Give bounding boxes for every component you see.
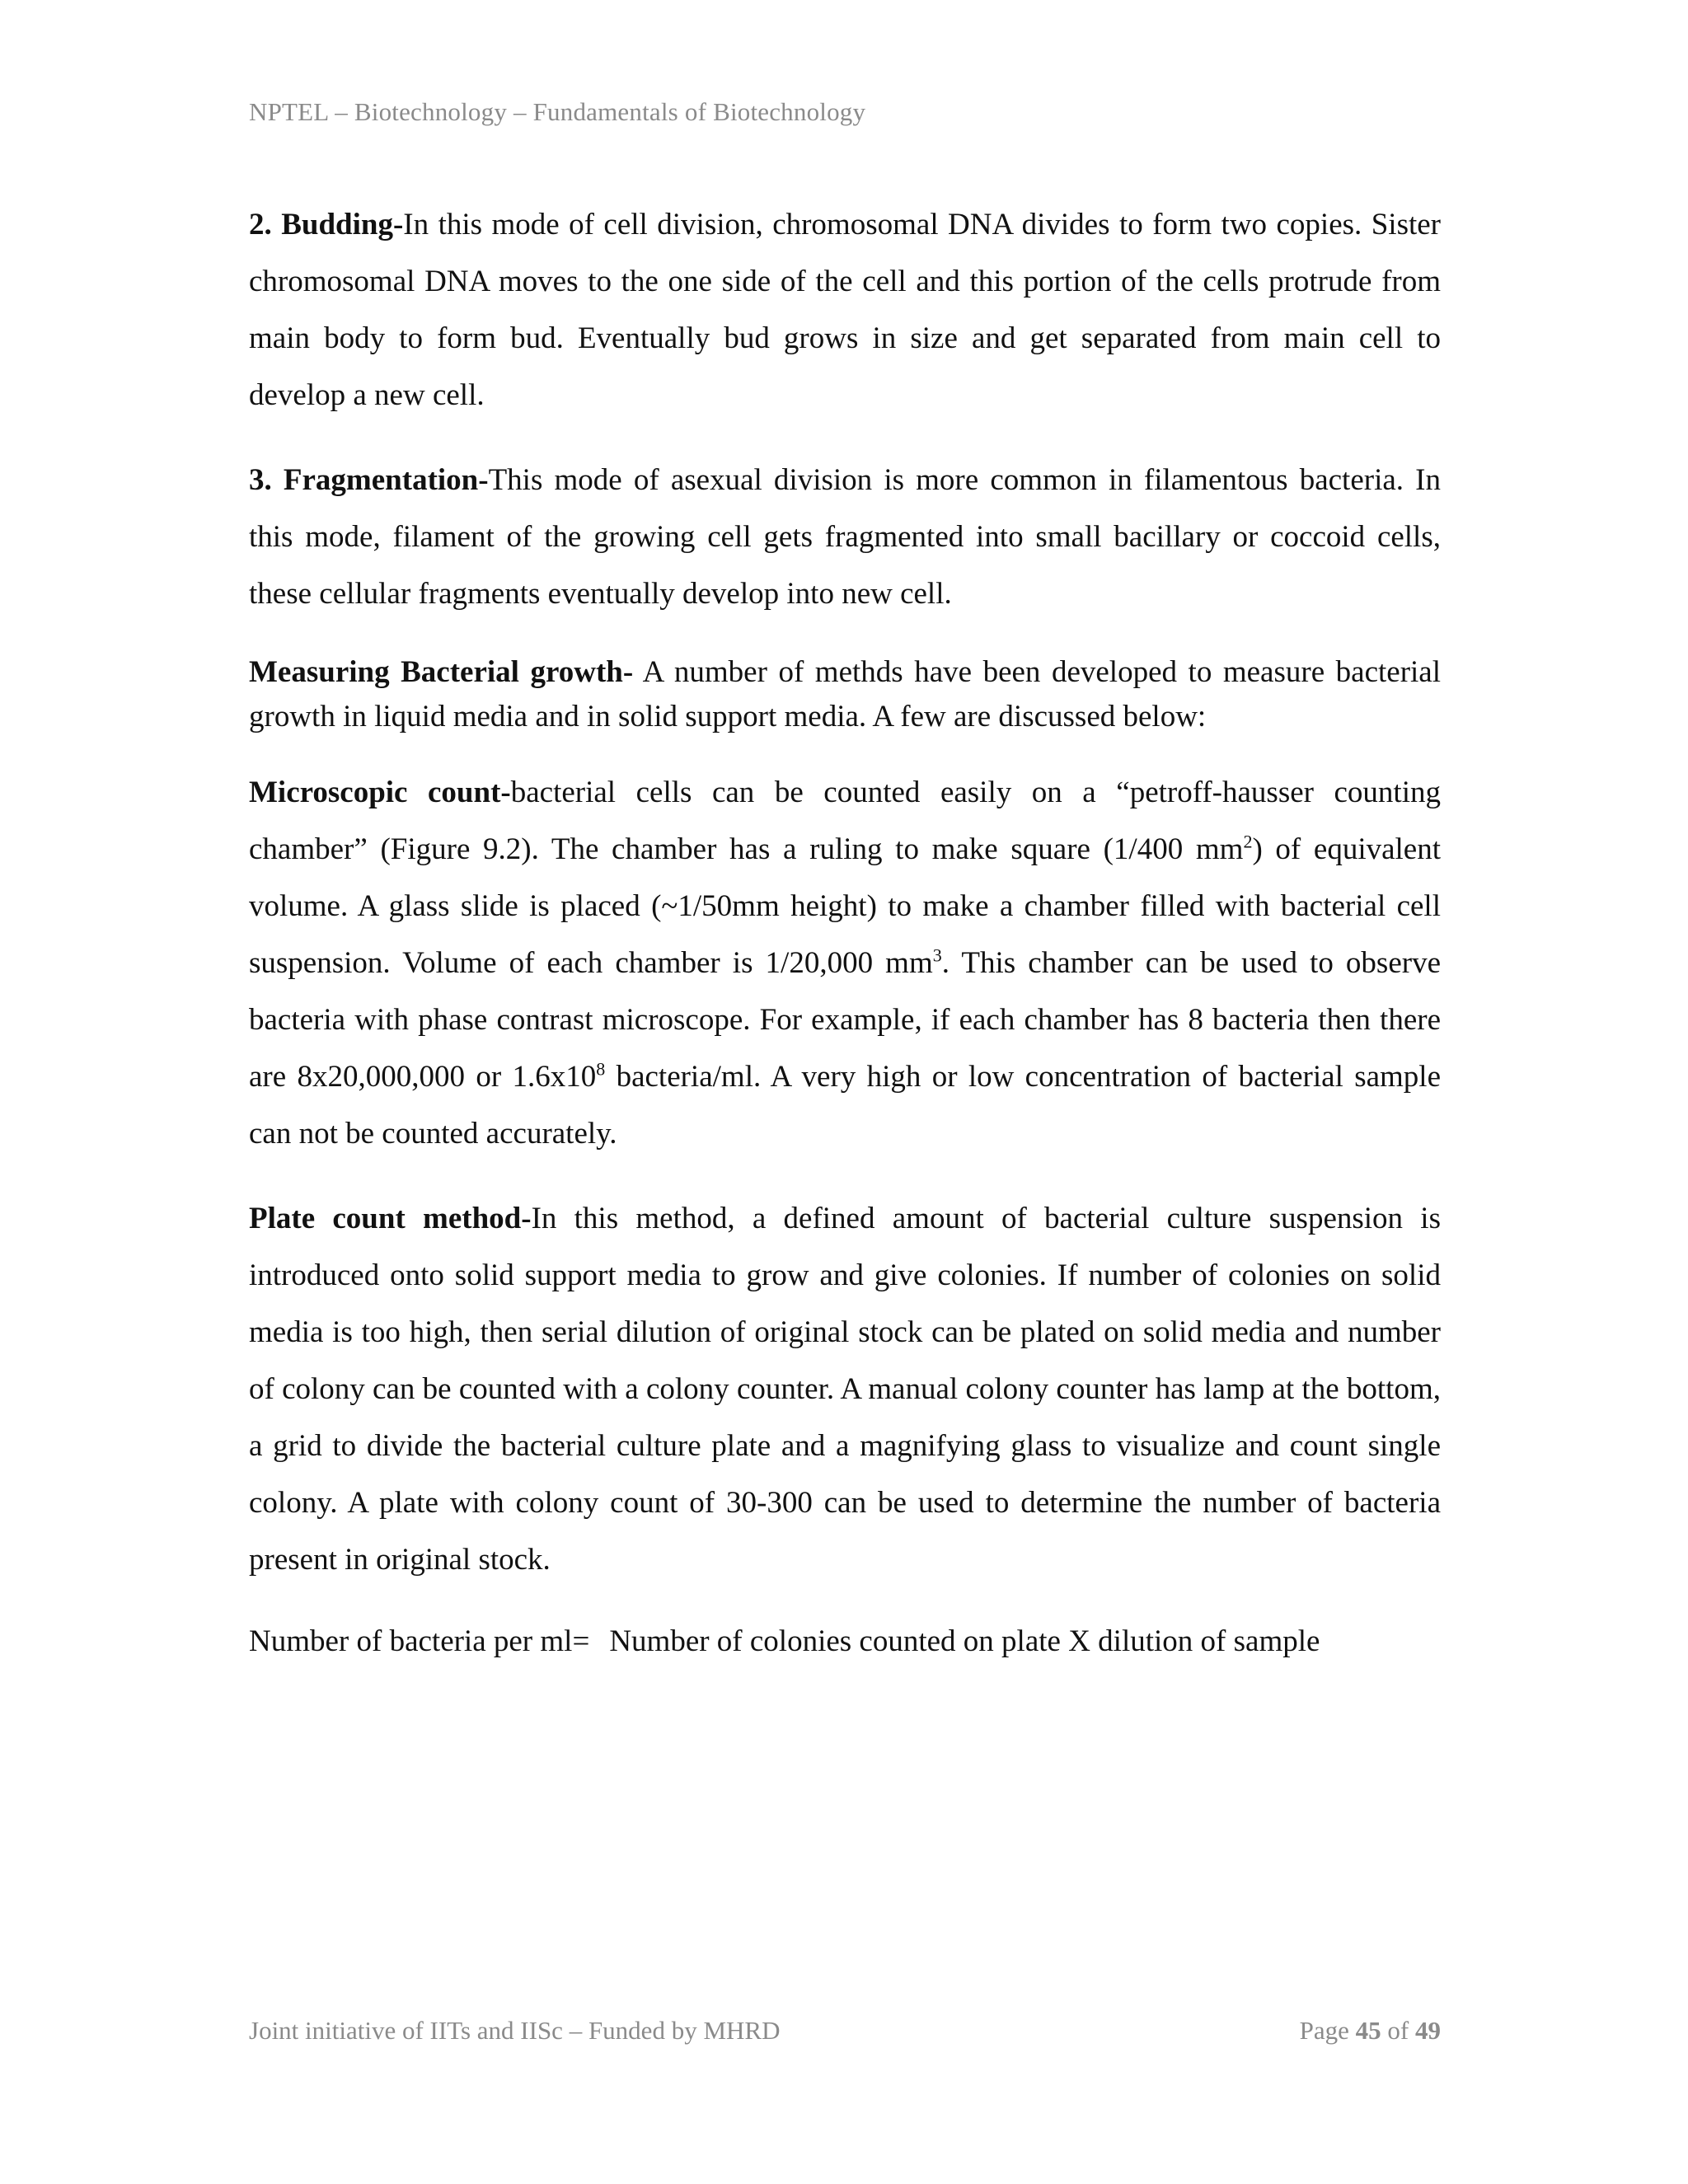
- superscript-squared: 2: [1243, 831, 1253, 852]
- page-current: 45: [1355, 2016, 1381, 2045]
- text-plate-count: In this method, a defined amount of bacterial culture suspension is introduced onto solid support media to grow and give colonies. If number of colonies on solid media is too high, then serial dilution of original stock can be plated on solid media and number of colony can be counted with a colony counter. A manual colony counter has lamp at the bottom, a grid to divide the bacterial culture plate and a magnifying glass to visualize and count single colony. A plate with colony count of 30-300 can be used to determine the number of bacteria present in original stock.: [249, 1202, 1441, 1577]
- heading-microscopic-count: Microscopic count-: [249, 776, 511, 809]
- paragraph-measuring: [249, 650, 1441, 739]
- text-budding: In this mode of cell division, chromosomal DNA divides to form two copies. Sister chromosomal DNA moves to the one side of the cell and this portion of the cells protrude from main body to form bud. Eventually bud grows in size and get separated from main cell to develop a new cell.: [249, 208, 1441, 412]
- heading-budding: 2. Budding-: [249, 208, 404, 241]
- page-of-label: of: [1387, 2016, 1409, 2045]
- heading-plate-count: Plate count method-: [249, 1202, 532, 1235]
- text-microscopic-part1: bacterial cells can be counted easily on a “petroff-hausser counting chamber” (Figure 9.2). The chamber has a ruling to make square (1/400 mm: [249, 776, 1441, 866]
- page-label: Page: [1299, 2016, 1349, 2045]
- page-total: 49: [1415, 2016, 1441, 2045]
- formula-bacteria-per-ml: [249, 1613, 1441, 1670]
- formula-rhs: Number of colonies counted on plate X dilution of sample: [609, 1624, 1320, 1658]
- heading-fragmentation: 3. Fragmentation-: [249, 463, 489, 497]
- paragraph-fragmentation: [249, 452, 1441, 622]
- paragraph-budding: [249, 196, 1441, 424]
- text-microscopic-part2: ) of equivalent volume. A glass slide is placed (~1/50mm height) to make a chamber filled with bacterial cell suspension. Volume of each chamber is 1/20,000 mm: [249, 832, 1442, 980]
- page-header: NPTEL – Biotechnology – Fundamentals of Biotechnology: [249, 97, 866, 126]
- superscript-exponent: 8: [596, 1058, 606, 1080]
- page-number: [1300, 2016, 1441, 2046]
- text-fragmentation: This mode of asexual division is more common in filamentous bacteria. In this mode, filament of the growing cell gets fragmented into small bacillary or coccoid cells, these cellular fragments eventually develop into new cell.: [249, 463, 1442, 611]
- paragraph-microscopic-count: [249, 764, 1441, 1162]
- text-microscopic-part3: . This chamber can be used to observe bacteria with phase contrast microscope. For example, if each chamber has 8 bacteria then there are 8x20,000,000 or 1.6x10: [249, 946, 1441, 1094]
- footer-credit: Joint initiative of IITs and IISc – Funded by MHRD: [249, 2016, 781, 2045]
- document-body: [249, 196, 1441, 1670]
- formula-lhs: Number of bacteria per ml=: [249, 1624, 590, 1658]
- text-microscopic-part4: bacteria/ml. A very high or low concentration of bacterial sample can not be counted accurately.: [249, 1060, 1441, 1151]
- paragraph-plate-count: [249, 1190, 1441, 1588]
- heading-measuring: Measuring Bacterial growth-: [249, 655, 634, 689]
- text-measuring: A number of methds have been developed to measure bacterial growth in liquid media and in solid support media. A few are discussed below:: [249, 655, 1441, 733]
- superscript-cubed: 3: [932, 944, 942, 966]
